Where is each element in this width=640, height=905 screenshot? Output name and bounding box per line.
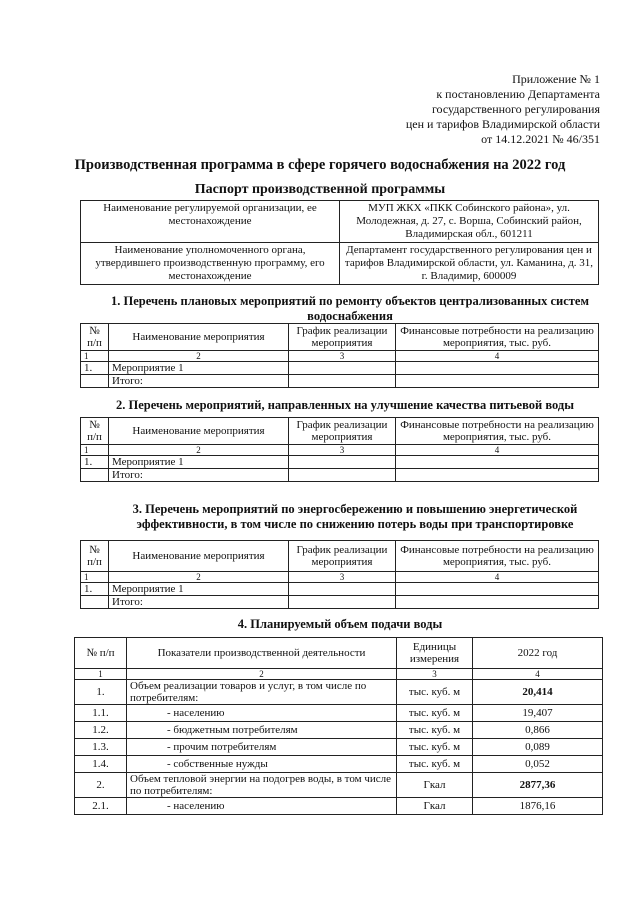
table-row <box>75 680 603 705</box>
document-subtitle: Паспорт производственной программы <box>194 182 446 197</box>
table-row <box>75 722 603 739</box>
col-number: 2 <box>109 572 289 583</box>
section-1-table <box>80 323 599 388</box>
total-label: Итого: <box>109 596 289 609</box>
passport-value: МУП ЖКХ «ПКК Собинского района», ул. Молодежная, д. 27, с. Ворша, Собинский район, Владимирская обл., 601211 <box>340 201 599 243</box>
col-number: 3 <box>397 669 473 680</box>
table-row <box>81 456 599 469</box>
header-num: № п/п <box>81 418 109 445</box>
indicator-name: - населению <box>127 705 397 722</box>
total-label: Итого: <box>109 469 289 482</box>
indicator-name: - населению <box>127 798 397 815</box>
event-name: Мероприятие 1 <box>109 456 289 469</box>
value: 2877,36 <box>473 773 603 798</box>
col-number: 4 <box>473 669 603 680</box>
appendix-line: цен и тарифов Владимирской области <box>405 117 600 131</box>
table-row <box>81 243 599 285</box>
unit: Гкал <box>397 798 473 815</box>
table-row <box>75 739 603 756</box>
cell <box>289 362 396 375</box>
unit: тыс. куб. м <box>397 680 473 705</box>
cell <box>81 596 109 609</box>
col-number: 4 <box>396 572 599 583</box>
header-finance: Финансовые потребности на реализацию мероприятия, тыс. руб. <box>396 324 599 351</box>
col-number: 3 <box>289 445 396 456</box>
row-num: 1.4. <box>75 756 127 773</box>
table-row <box>75 756 603 773</box>
passport-label: Наименование уполномоченного органа, утвердившего производственную программу, его местонахождение <box>81 243 340 285</box>
col-number: 2 <box>109 351 289 362</box>
row-num: 1. <box>75 680 127 705</box>
unit: тыс. куб. м <box>397 722 473 739</box>
header-unit: Единицы измерения <box>397 638 473 669</box>
header-schedule: График реализации мероприятия <box>289 541 396 572</box>
header-schedule: График реализации мероприятия <box>289 324 396 351</box>
section-3-title: 3. Перечень мероприятий по энергосбережению и повышению энергетической эффективности, в том числе по снижению потерь воды при транспортировке <box>132 502 578 531</box>
table-row <box>81 375 599 388</box>
indicator-name: Объем тепловой энергии на подогрев воды, в том числе по потребителям: <box>127 773 397 798</box>
header-name: Наименование мероприятия <box>109 541 289 572</box>
indicator-name: - бюджетным потребителям <box>127 722 397 739</box>
col-number: 3 <box>289 572 396 583</box>
header-year: 2022 год <box>473 638 603 669</box>
appendix-line: Приложение № 1 <box>512 72 600 86</box>
value: 0,052 <box>473 756 603 773</box>
col-number: 4 <box>396 445 599 456</box>
section-4-title: 4. Планируемый объем подачи воды <box>237 617 443 631</box>
col-number: 1 <box>75 669 127 680</box>
cell <box>289 469 396 482</box>
col-number: 2 <box>127 669 397 680</box>
indicator-name: Объем реализации товаров и услуг, в том числе по потребителям: <box>127 680 397 705</box>
row-num: 1.1. <box>75 705 127 722</box>
col-number: 4 <box>396 351 599 362</box>
passport-value: Департамент государственного регулирования цен и тарифов Владимирской области, ул. Каманина, д. 31, г. Владимир, 600009 <box>340 243 599 285</box>
appendix-line: государственного регулирования <box>431 102 600 116</box>
unit: тыс. куб. м <box>397 756 473 773</box>
row-num: 1. <box>81 362 109 375</box>
event-name: Мероприятие 1 <box>109 362 289 375</box>
table-row <box>75 705 603 722</box>
cell <box>81 469 109 482</box>
section-3-table <box>80 540 599 609</box>
header-num: № п/п <box>81 324 109 351</box>
cell <box>81 375 109 388</box>
col-number: 3 <box>289 351 396 362</box>
passport-label: Наименование регулируемой организации, ее местонахождение <box>81 201 340 243</box>
col-number: 1 <box>81 572 109 583</box>
table-row <box>75 773 603 798</box>
unit: Гкал <box>397 773 473 798</box>
section-1-title: 1. Перечень плановых мероприятий по ремонту объектов централизованных систем водоснабжения <box>111 294 589 323</box>
cell <box>396 469 599 482</box>
indicator-name: - собственные нужды <box>127 756 397 773</box>
document-title: Производственная программа в сфере горячего водоснабжения на 2022 год <box>74 157 566 173</box>
event-name: Мероприятие 1 <box>109 583 289 596</box>
header-finance: Финансовые потребности на реализацию мероприятия, тыс. руб. <box>396 418 599 445</box>
table-row <box>81 445 599 456</box>
table-row <box>81 583 599 596</box>
table-row <box>81 596 599 609</box>
header-finance: Финансовые потребности на реализацию мероприятия, тыс. руб. <box>396 541 599 572</box>
header-num: № п/п <box>81 541 109 572</box>
header-num: № п/п <box>75 638 127 669</box>
header-name: Наименование мероприятия <box>109 418 289 445</box>
cell <box>396 456 599 469</box>
table-row <box>75 798 603 815</box>
passport-table <box>80 200 599 285</box>
section-4-table <box>74 637 603 815</box>
cell <box>396 583 599 596</box>
table-row <box>75 669 603 680</box>
table-header-row <box>75 638 603 669</box>
table-row <box>81 362 599 375</box>
unit: тыс. куб. м <box>397 739 473 756</box>
header-indicator: Показатели производственной деятельности <box>127 638 397 669</box>
col-number: 1 <box>81 351 109 362</box>
row-num: 1.2. <box>75 722 127 739</box>
table-header-row <box>81 541 599 572</box>
value: 20,414 <box>473 680 603 705</box>
cell <box>396 596 599 609</box>
table-row <box>81 351 599 362</box>
col-number: 2 <box>109 445 289 456</box>
section-2-table <box>80 417 599 482</box>
value: 1876,16 <box>473 798 603 815</box>
cell <box>289 583 396 596</box>
cell <box>289 456 396 469</box>
table-header-row <box>81 324 599 351</box>
appendix-line: от 14.12.2021 № 46/351 <box>481 132 600 146</box>
unit: тыс. куб. м <box>397 705 473 722</box>
total-label: Итого: <box>109 375 289 388</box>
value: 0,866 <box>473 722 603 739</box>
cell <box>289 596 396 609</box>
appendix-header <box>406 72 600 147</box>
row-num: 1. <box>81 456 109 469</box>
row-num: 1.3. <box>75 739 127 756</box>
section-2-title: 2. Перечень мероприятий, направленных на улучшение качества питьевой воды <box>116 398 574 412</box>
header-name: Наименование мероприятия <box>109 324 289 351</box>
header-schedule: График реализации мероприятия <box>289 418 396 445</box>
appendix-line: к постановлению Департамента <box>436 87 600 101</box>
row-num: 2. <box>75 773 127 798</box>
value: 19,407 <box>473 705 603 722</box>
cell <box>289 375 396 388</box>
cell <box>396 375 599 388</box>
row-num: 2.1. <box>75 798 127 815</box>
cell <box>396 362 599 375</box>
table-row <box>81 572 599 583</box>
table-row <box>81 201 599 243</box>
value: 0,089 <box>473 739 603 756</box>
table-header-row <box>81 418 599 445</box>
indicator-name: - прочим потребителям <box>127 739 397 756</box>
row-num: 1. <box>81 583 109 596</box>
col-number: 1 <box>81 445 109 456</box>
table-row <box>81 469 599 482</box>
